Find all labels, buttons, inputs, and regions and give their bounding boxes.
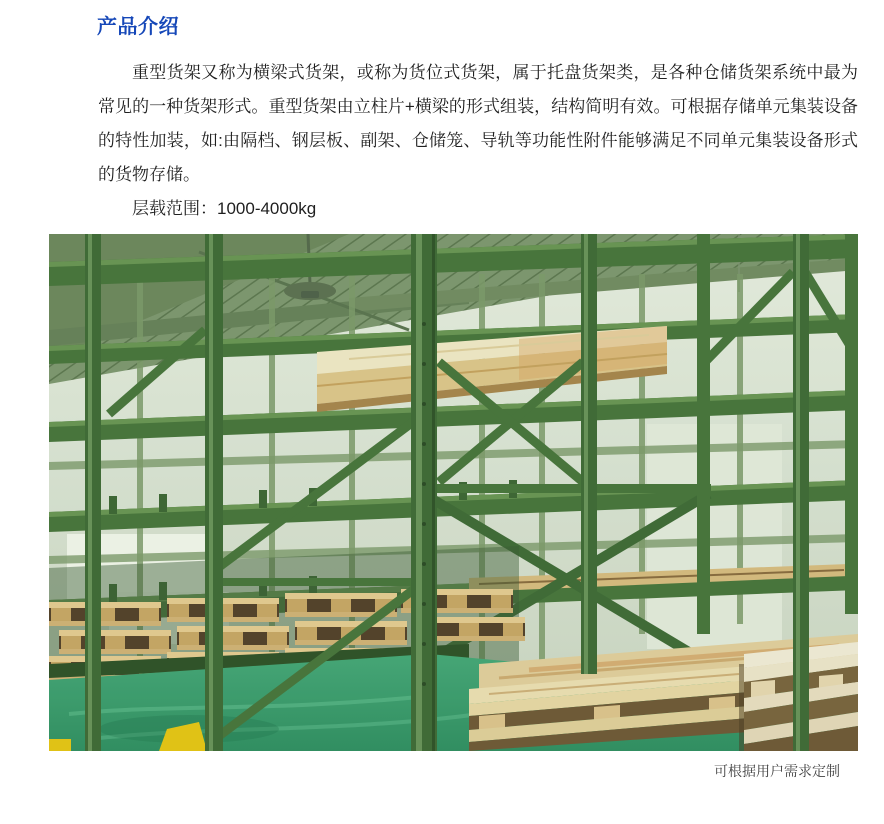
product-page — [0, 14, 884, 824]
load-range-text: 层载范围：1000-4000kg — [132, 199, 317, 218]
photo-caption: 可根据用户需求定制 — [714, 763, 840, 779]
warehouse-rack-photo — [49, 234, 858, 751]
page-title: 产品介绍 — [97, 16, 179, 38]
product-photo-figure — [49, 234, 858, 780]
intro-paragraph: 重型货架又称为横梁式货架，或称为货位式货架，属于托盘货架类，是各种仓储货架系统中最为常见的一种货架形式。重型货架由立柱片+横梁的形式组装，结构简明有效。可根据存储单元集装设备的特性加装，如:由隔档、钢层板、副架、仓储笼、导轨等功能性附件能够满足不同单元集装设备形式的货物存储。 — [98, 63, 858, 184]
